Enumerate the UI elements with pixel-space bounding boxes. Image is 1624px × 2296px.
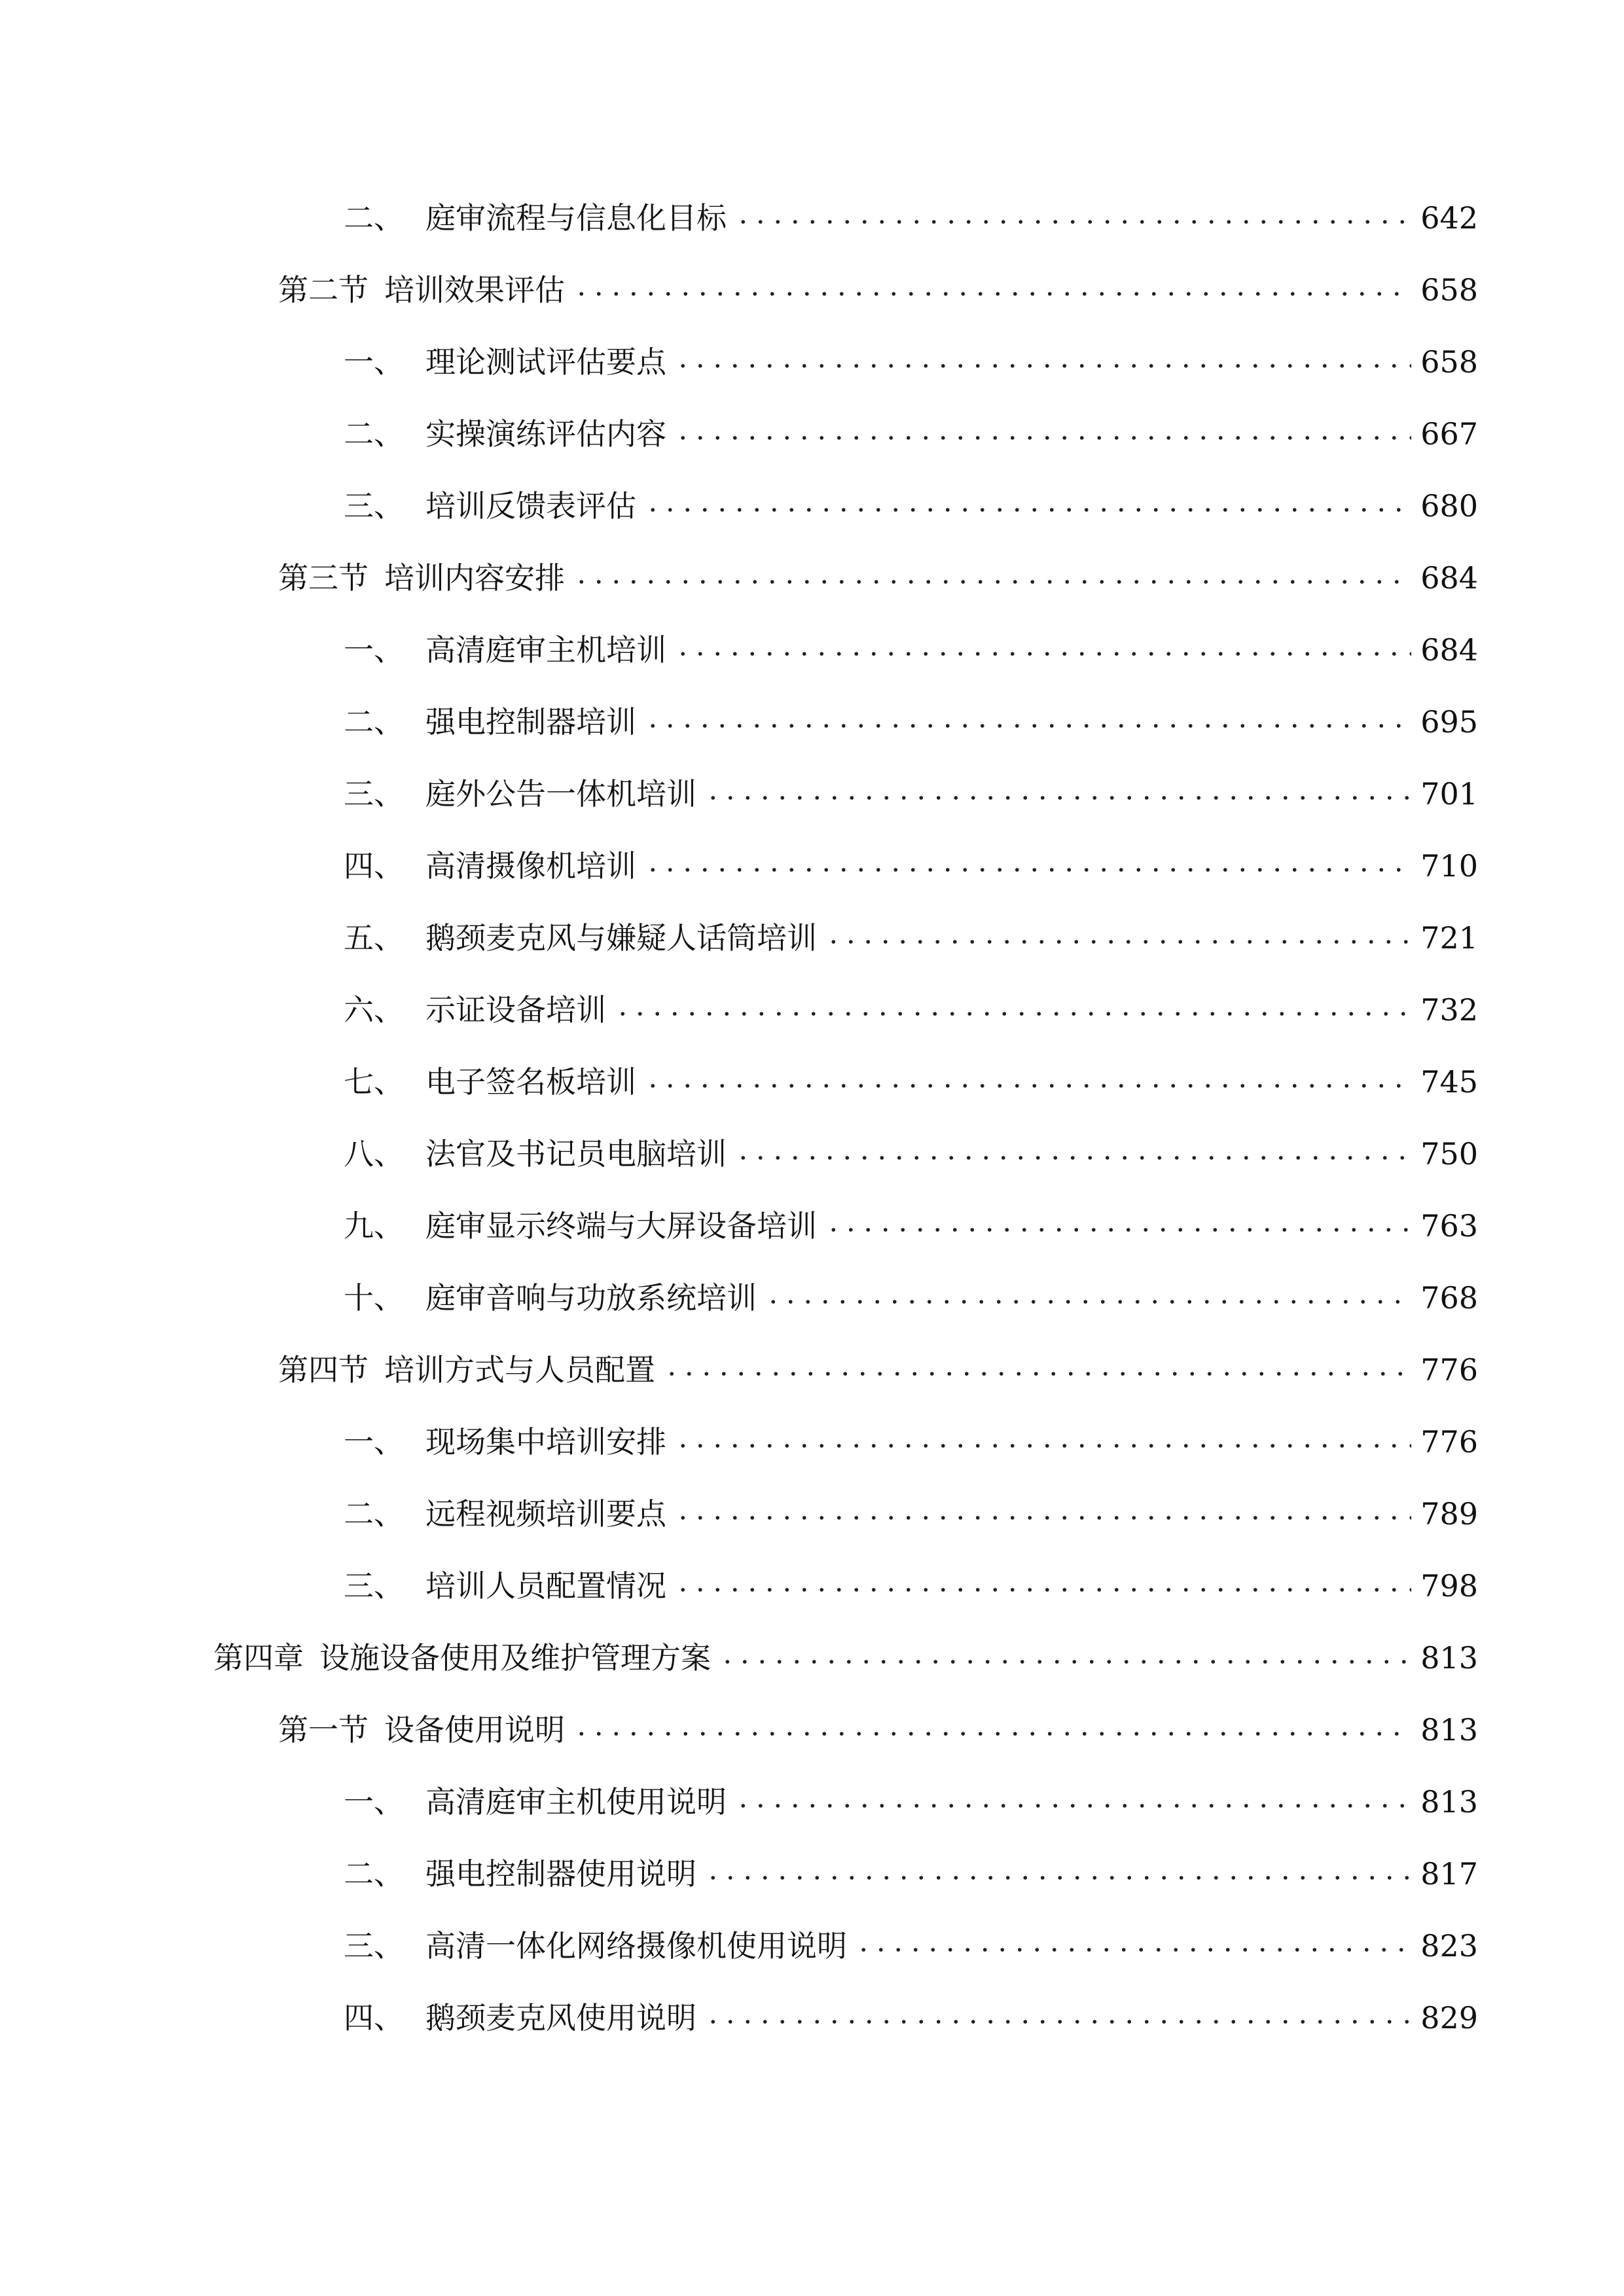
toc-entry-section[interactable] bbox=[344, 1851, 1478, 1897]
toc-entry-section[interactable] bbox=[344, 843, 1478, 889]
dot-leader bbox=[734, 1155, 1411, 1160]
dot-leader bbox=[674, 363, 1411, 368]
dot-leader bbox=[734, 1803, 1411, 1808]
toc-entry-page-number: 813 bbox=[1420, 1784, 1478, 1820]
toc-entry-page-number: 684 bbox=[1420, 560, 1478, 596]
toc-entry-marker: 第四节 bbox=[278, 1352, 369, 1388]
toc-entry-page-number: 789 bbox=[1420, 1496, 1478, 1532]
toc-entry-marker: 二、 bbox=[344, 1856, 404, 1892]
dot-leader bbox=[644, 867, 1411, 872]
toc-entry-marker: 第四章 bbox=[213, 1640, 304, 1676]
toc-entry-page-number: 684 bbox=[1420, 632, 1478, 668]
toc-entry-page-number: 642 bbox=[1420, 200, 1478, 236]
toc-entry-title: 示证设备培训 bbox=[425, 992, 606, 1028]
dot-leader bbox=[674, 1515, 1411, 1520]
toc-entry-section[interactable] bbox=[344, 1923, 1478, 1969]
toc-entry-marker: 二、 bbox=[344, 1496, 404, 1532]
dot-leader bbox=[614, 1011, 1411, 1016]
toc-entry-title: 培训人员配置情况 bbox=[425, 1568, 666, 1604]
toc-entry-page-number: 776 bbox=[1420, 1352, 1478, 1388]
dot-leader bbox=[704, 1875, 1411, 1880]
dot-leader bbox=[719, 1659, 1411, 1664]
toc-entry-section[interactable] bbox=[344, 1779, 1478, 1825]
toc-entry-marker: 十、 bbox=[344, 1280, 404, 1316]
toc-entry-page-number: 745 bbox=[1420, 1064, 1478, 1100]
toc-entry-title: 强电控制器使用说明 bbox=[425, 1856, 696, 1892]
toc-entry-marker: 第三节 bbox=[278, 560, 369, 596]
toc-entry-title: 培训反馈表评估 bbox=[425, 488, 636, 524]
toc-entry-marker: 一、 bbox=[344, 1784, 404, 1820]
toc-entry-subchapter[interactable] bbox=[278, 1347, 1478, 1393]
toc-entry-section[interactable] bbox=[344, 1059, 1478, 1105]
dot-leader bbox=[663, 1371, 1411, 1376]
toc-entry-section[interactable] bbox=[344, 1995, 1478, 2041]
toc-entry-section[interactable] bbox=[344, 1563, 1478, 1609]
toc-entry-marker: 三、 bbox=[344, 776, 404, 812]
dot-leader bbox=[704, 795, 1411, 800]
toc-entry-section[interactable] bbox=[344, 699, 1478, 745]
toc-entry-page-number: 813 bbox=[1420, 1640, 1478, 1676]
toc-entry-title: 培训效果评估 bbox=[384, 272, 565, 308]
toc-entry-section[interactable] bbox=[344, 915, 1478, 961]
toc-entry-page-number: 829 bbox=[1420, 2000, 1478, 2036]
toc-entry-page-number: 658 bbox=[1420, 344, 1478, 380]
toc-entry-marker: 一、 bbox=[344, 632, 404, 668]
toc-entry-marker: 六、 bbox=[344, 992, 404, 1028]
toc-entry-page-number: 813 bbox=[1420, 1712, 1478, 1748]
toc-entry-title: 培训内容安排 bbox=[384, 560, 565, 596]
toc-entry-chapter[interactable] bbox=[213, 1635, 1478, 1681]
toc-entry-marker: 九、 bbox=[344, 1208, 404, 1244]
dot-leader bbox=[644, 507, 1411, 512]
toc-entry-section[interactable] bbox=[344, 1419, 1478, 1465]
toc-entry-page-number: 763 bbox=[1420, 1208, 1478, 1244]
toc-entry-marker: 二、 bbox=[344, 416, 404, 452]
toc-entry-section[interactable] bbox=[344, 411, 1478, 457]
toc-entry-title: 鹅颈麦克风使用说明 bbox=[425, 2000, 696, 2036]
toc-entry-title: 庭审显示终端与大屏设备培训 bbox=[425, 1208, 817, 1244]
toc-entry-marker: 二、 bbox=[344, 704, 404, 740]
toc-entry-page-number: 701 bbox=[1420, 776, 1478, 812]
toc-entry-title: 现场集中培训安排 bbox=[425, 1424, 666, 1460]
toc-entry-section[interactable] bbox=[344, 195, 1478, 241]
toc-entry-page-number: 680 bbox=[1420, 488, 1478, 524]
toc-entry-marker: 三、 bbox=[344, 488, 404, 524]
toc-entry-marker: 第二节 bbox=[278, 272, 369, 308]
dot-leader bbox=[674, 435, 1411, 440]
toc-entry-subchapter[interactable] bbox=[278, 555, 1478, 601]
toc-entry-title: 远程视频培训要点 bbox=[425, 1496, 666, 1532]
toc-entry-marker: 四、 bbox=[344, 2000, 404, 2036]
toc-entry-marker: 三、 bbox=[344, 1928, 404, 1964]
dot-leader bbox=[855, 1947, 1411, 1952]
toc-entry-page-number: 695 bbox=[1420, 704, 1478, 740]
toc-entry-subchapter[interactable] bbox=[278, 267, 1478, 313]
dot-leader bbox=[573, 579, 1411, 584]
toc-entry-page-number: 776 bbox=[1420, 1424, 1478, 1460]
toc-entry-title: 鹅颈麦克风与嫌疑人话筒培训 bbox=[425, 920, 817, 956]
toc-entry-title: 庭外公告一体机培训 bbox=[425, 776, 696, 812]
toc-entry-marker: 三、 bbox=[344, 1568, 404, 1604]
toc-entry-title: 设施设备使用及维护管理方案 bbox=[319, 1640, 711, 1676]
dot-leader bbox=[674, 1587, 1411, 1592]
toc-entry-page-number: 817 bbox=[1420, 1856, 1478, 1892]
toc-entry-page-number: 823 bbox=[1420, 1928, 1478, 1964]
toc-entry-page-number: 768 bbox=[1420, 1280, 1478, 1316]
toc-entry-title: 培训方式与人员配置 bbox=[384, 1352, 655, 1388]
toc-entry-title: 庭审流程与信息化目标 bbox=[425, 200, 727, 236]
toc-entry-title: 强电控制器培训 bbox=[425, 704, 636, 740]
toc-entry-page-number: 732 bbox=[1420, 992, 1478, 1028]
toc-entry-section[interactable] bbox=[344, 1275, 1478, 1321]
toc-entry-title: 设备使用说明 bbox=[384, 1712, 565, 1748]
toc-entry-section[interactable] bbox=[344, 987, 1478, 1033]
dot-leader bbox=[573, 1731, 1411, 1736]
toc-entry-title: 高清摄像机培训 bbox=[425, 848, 636, 884]
toc-entry-section[interactable] bbox=[344, 1131, 1478, 1177]
toc-entry-marker: 八、 bbox=[344, 1136, 404, 1172]
toc-entry-title: 实操演练评估内容 bbox=[425, 416, 666, 452]
toc-entry-marker: 七、 bbox=[344, 1064, 404, 1100]
toc-entry-page-number: 750 bbox=[1420, 1136, 1478, 1172]
toc-entry-marker: 一、 bbox=[344, 1424, 404, 1460]
dot-leader bbox=[825, 1227, 1411, 1232]
toc-entry-title: 理论测试评估要点 bbox=[425, 344, 666, 380]
toc-entry-title: 庭审音响与功放系统培训 bbox=[425, 1280, 757, 1316]
toc-entry-section[interactable] bbox=[344, 1203, 1478, 1249]
toc-entry-marker: 五、 bbox=[344, 920, 404, 956]
dot-leader bbox=[644, 1083, 1411, 1088]
dot-leader bbox=[573, 291, 1411, 296]
dot-leader bbox=[825, 939, 1411, 944]
toc-entry-marker: 四、 bbox=[344, 848, 404, 884]
toc-entry-title: 高清庭审主机培训 bbox=[425, 632, 666, 668]
toc-entry-section[interactable] bbox=[344, 771, 1478, 817]
toc-entry-page-number: 710 bbox=[1420, 848, 1478, 884]
toc-entry-section[interactable] bbox=[344, 339, 1478, 385]
dot-leader bbox=[765, 1299, 1411, 1304]
toc-entry-page-number: 798 bbox=[1420, 1568, 1478, 1604]
toc-entry-subchapter[interactable] bbox=[278, 1707, 1478, 1753]
toc-entry-title: 电子签名板培训 bbox=[425, 1064, 636, 1100]
toc-entry-title: 高清一体化网络摄像机使用说明 bbox=[425, 1928, 847, 1964]
toc-entry-page-number: 667 bbox=[1420, 416, 1478, 452]
dot-leader bbox=[674, 1443, 1411, 1448]
dot-leader bbox=[644, 723, 1411, 728]
toc-entry-section[interactable] bbox=[344, 1491, 1478, 1537]
toc-entry-section[interactable] bbox=[344, 627, 1478, 673]
dot-leader bbox=[734, 219, 1411, 224]
dot-leader bbox=[704, 2019, 1411, 2024]
toc-entry-page-number: 721 bbox=[1420, 920, 1478, 956]
toc-entry-marker: 二、 bbox=[344, 200, 404, 236]
toc-entry-marker: 一、 bbox=[344, 344, 404, 380]
toc-entry-title: 法官及书记员电脑培训 bbox=[425, 1136, 727, 1172]
toc-entry-page-number: 658 bbox=[1420, 272, 1478, 308]
toc-entry-title: 高清庭审主机使用说明 bbox=[425, 1784, 727, 1820]
toc-entry-marker: 第一节 bbox=[278, 1712, 369, 1748]
toc-entry-section[interactable] bbox=[344, 483, 1478, 529]
dot-leader bbox=[674, 651, 1411, 656]
